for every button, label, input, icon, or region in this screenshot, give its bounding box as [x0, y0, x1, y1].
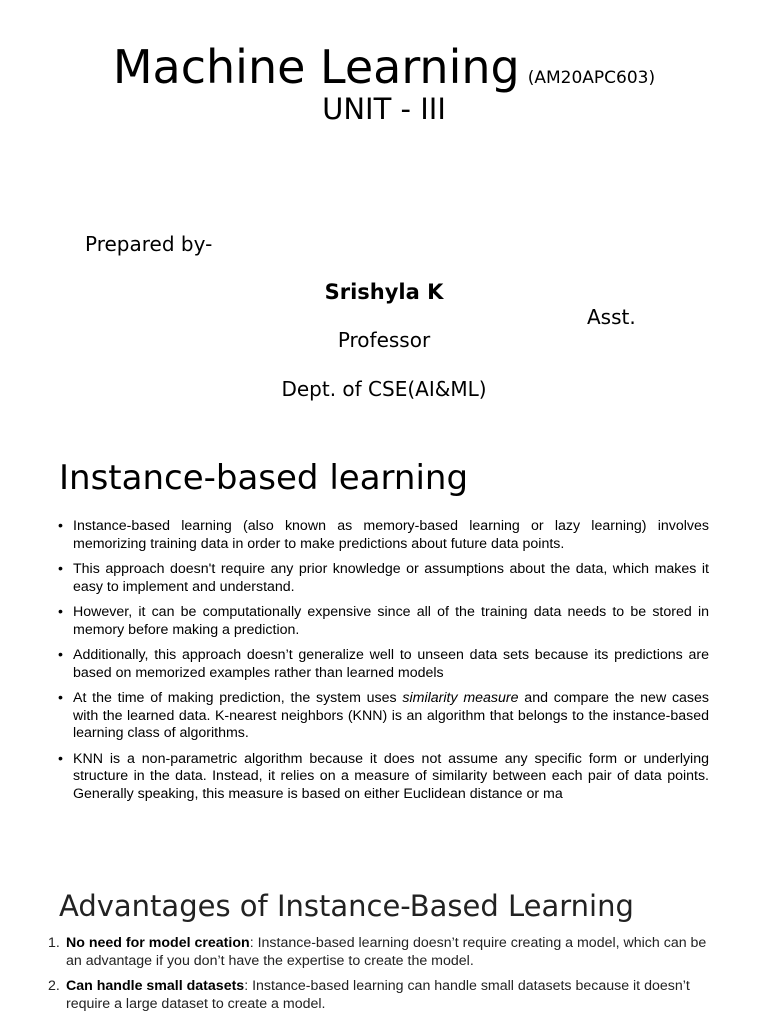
- author-title-prefix: Asst.: [587, 305, 636, 329]
- advantages-list: [48, 935, 710, 1021]
- bullet-text: KNN is a non-parametric algorithm because it does not assume any specific form or underlying structure in the data. Instead, it relies on a measure of similarity between each pair of data points. Generally speaking, this measure is based on either Euclidean distance or ma: [73, 750, 709, 802]
- advantage-term: Can handle small datasets: [66, 978, 245, 994]
- bullet-text: This approach doesn't require any prior knowledge or assumptions about the data, which makes it easy to implement and understand.: [73, 561, 709, 595]
- item-number: 2.: [48, 978, 60, 994]
- bullet-marker: •: [58, 750, 63, 767]
- advantage-description: : Instance-based learning can handle small datasets because it doesn’t require a large dataset to create a model.: [66, 978, 690, 1012]
- section-heading-instance-based-learning: Instance-based learning: [59, 458, 469, 498]
- bullet-marker: •: [58, 604, 63, 620]
- unit-label: UNIT - III: [322, 92, 446, 126]
- advantage-item: [48, 978, 710, 1013]
- bullet-item: [56, 751, 709, 804]
- section-heading-advantages: Advantages of Instance-Based Learning: [59, 889, 634, 923]
- title-text: Machine Learning: [112, 40, 520, 94]
- advantage-item: [48, 935, 710, 970]
- author-title: Professor: [337, 328, 431, 352]
- author-name: Srishyla K: [324, 280, 444, 304]
- bullet-marker: •: [58, 518, 63, 534]
- bullet-marker: •: [58, 690, 63, 706]
- bullet-item: [56, 690, 709, 743]
- course-code: (AM20APC603): [527, 68, 656, 88]
- bullet-item: [56, 647, 709, 682]
- advantage-description: : Instance-based learning doesn’t require creating a model, which can be an advantage if you don’t have the expertise to create the model.: [66, 935, 707, 969]
- bullet-marker: •: [58, 561, 63, 577]
- document-title: [0, 40, 768, 94]
- bullet-text: At the time of making prediction, the system uses similarity measure and compare the new cases with the learned data. K-nearest neighbors (KNN) is an algorithm that belongs to the instance-based learning class of algorithms.: [73, 690, 710, 741]
- instance-learning-bullet-list: [56, 518, 709, 811]
- item-number: 1.: [48, 935, 60, 951]
- bullet-item: [56, 604, 709, 639]
- bullet-text: Instance-based learning (also known as memory-based learning or lazy learning) involves memorizing training data in order to make predictions about future data points.: [73, 518, 709, 552]
- prepared-by-label: Prepared by-: [85, 232, 213, 256]
- bullet-item: [56, 518, 709, 553]
- bullet-marker: •: [58, 647, 63, 663]
- bullet-text: However, it can be computationally expensive since all of the training data needs to be stored in memory before making a prediction.: [73, 604, 709, 638]
- advantage-term: No need for model creation: [66, 935, 250, 951]
- bullet-item: [56, 561, 709, 596]
- emphasis-similarity-measure: similarity measure: [402, 690, 519, 706]
- author-department: Dept. of CSE(AI&ML): [281, 377, 487, 401]
- bullet-text: Additionally, this approach doesn’t generalize well to unseen data sets because its predictions are based on memorized examples rather than learned models: [73, 647, 709, 681]
